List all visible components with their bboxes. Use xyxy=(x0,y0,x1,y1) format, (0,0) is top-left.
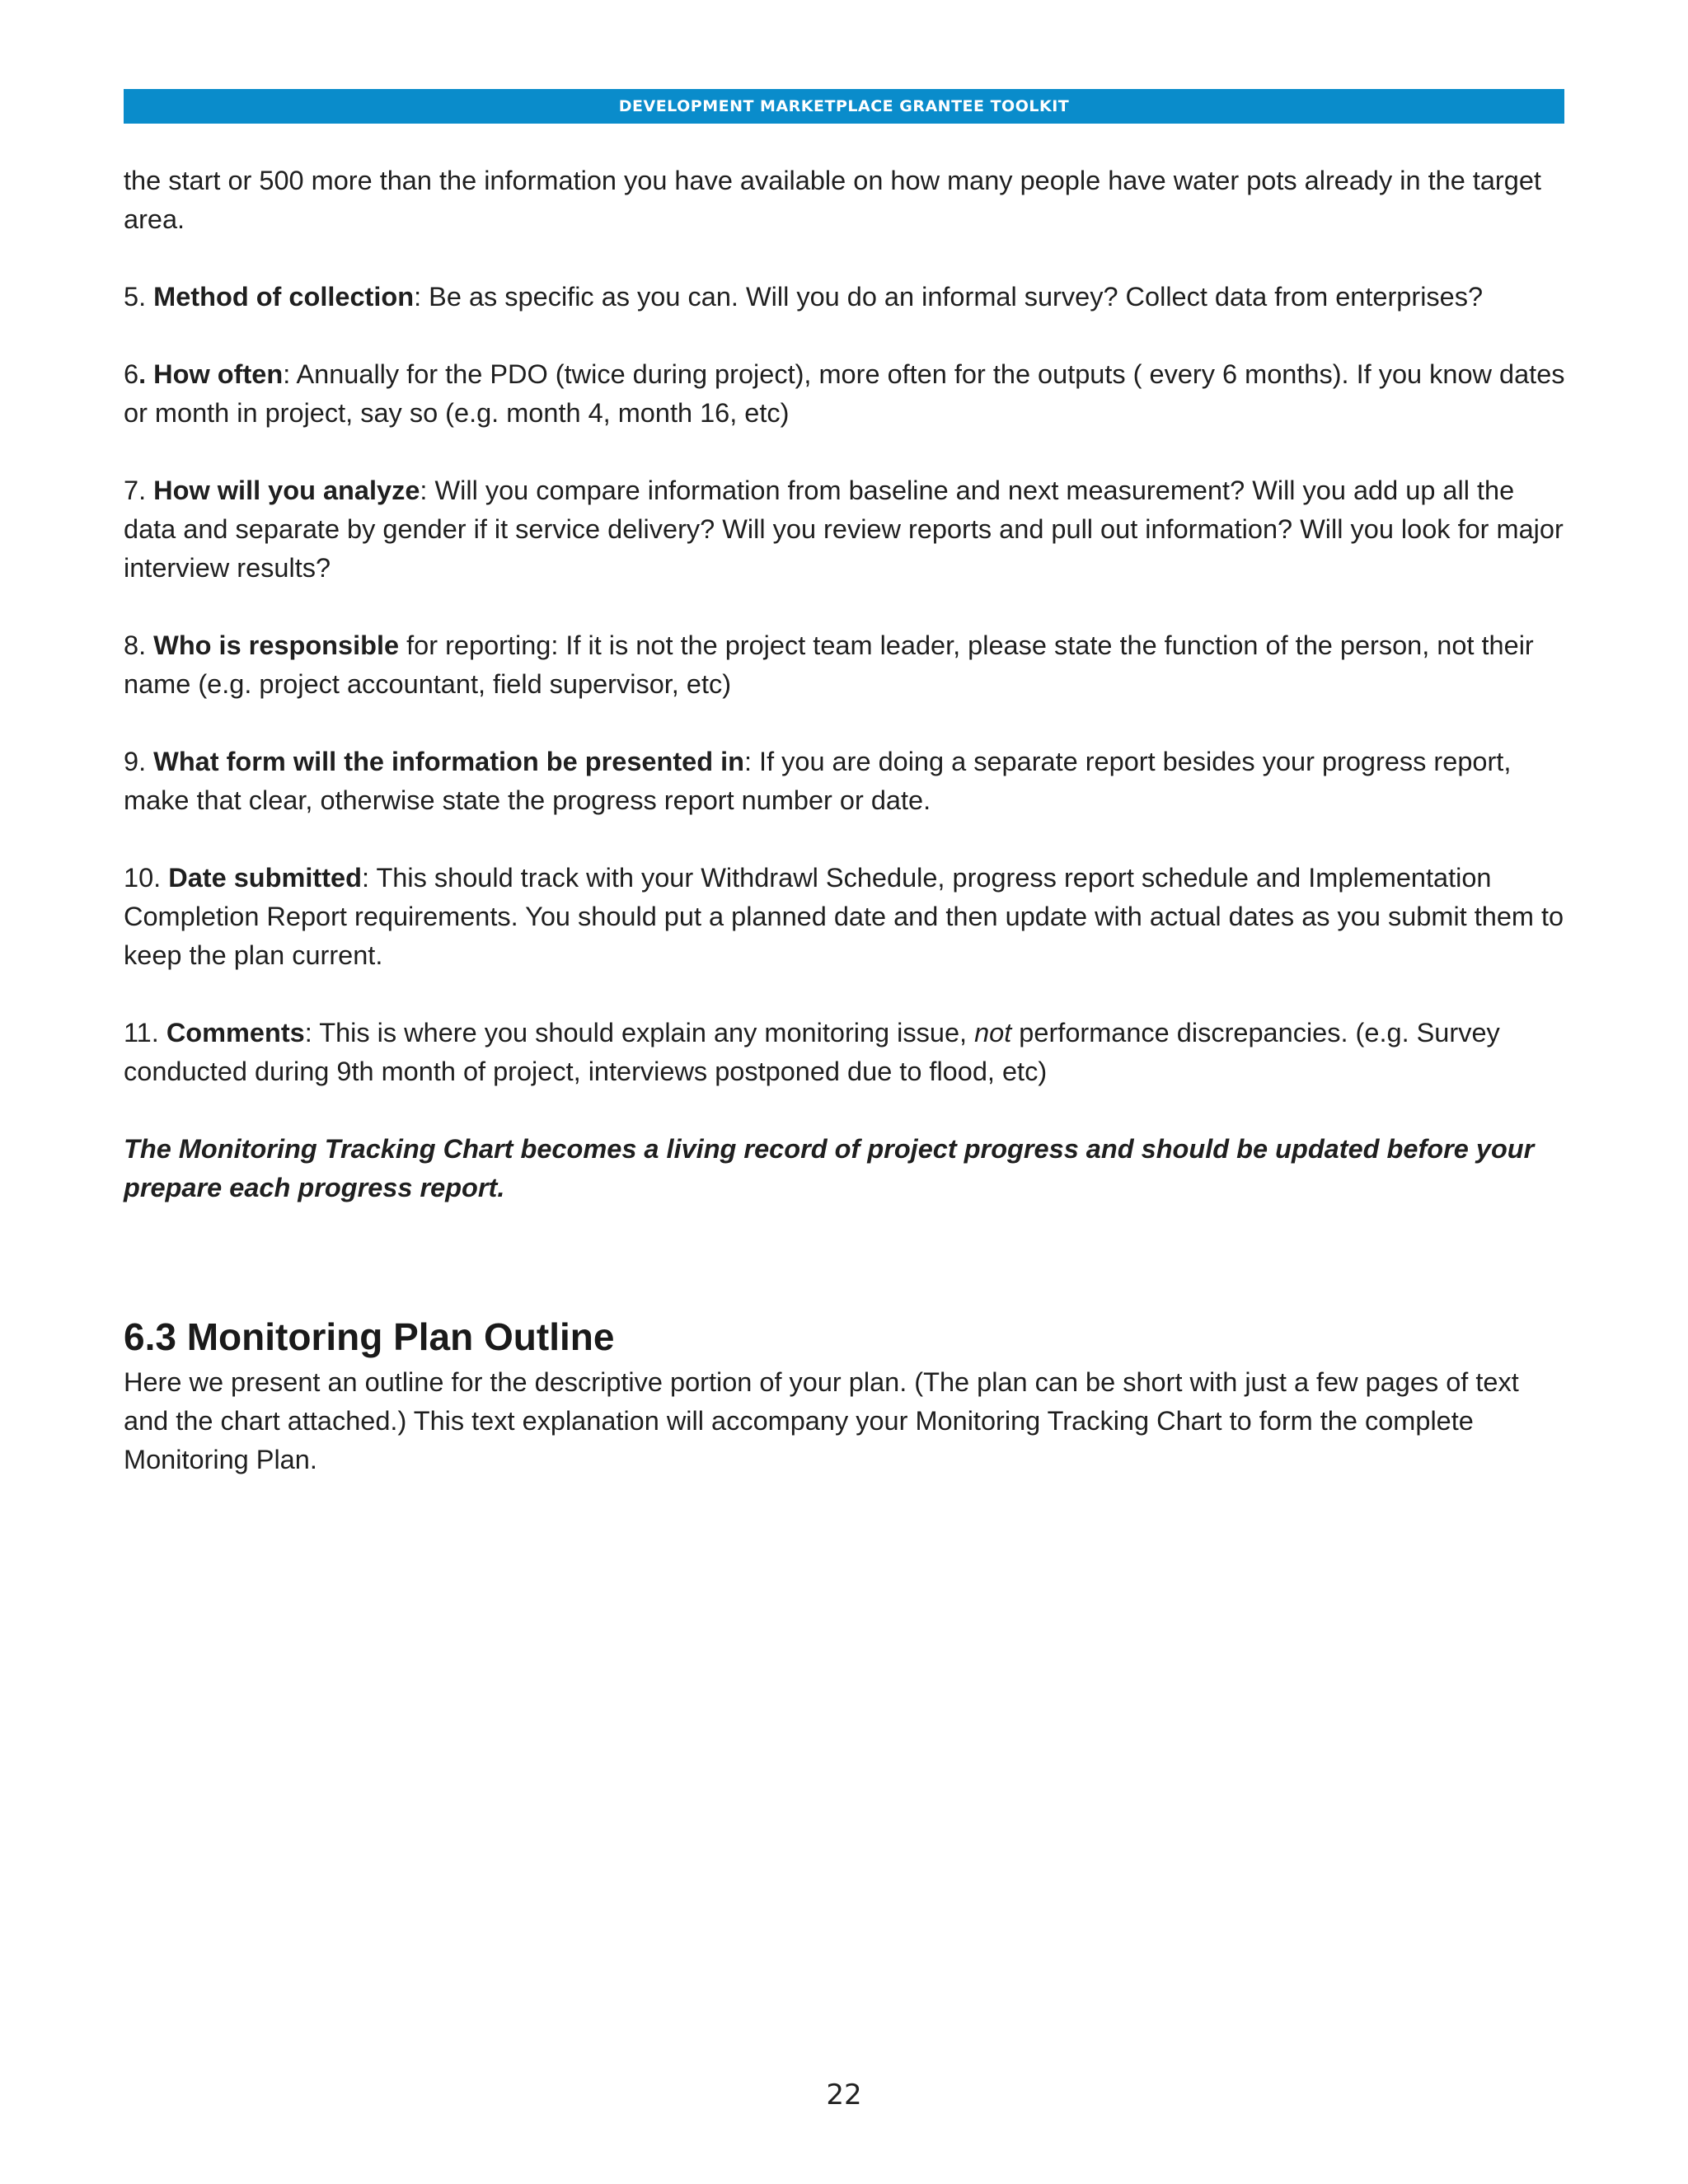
item-number: 5. xyxy=(124,282,147,312)
item-term: Date submitted xyxy=(168,863,362,893)
item-term: Comments xyxy=(166,1018,305,1047)
item-text: : This is where you should explain any monitoring issue, xyxy=(304,1018,975,1047)
item-number: 9. xyxy=(124,747,147,776)
item-text: : Annually for the PDO (twice during project), more often for the outputs ( every 6 months). If you know dates or month in project, say so (e.g. month 4, month 16, etc) xyxy=(124,359,1565,428)
header-title: DEVELOPMENT MARKETPLACE GRANTEE TOOLKIT xyxy=(618,97,1070,115)
item-number: 7. xyxy=(124,476,147,505)
item-number: 8. xyxy=(124,630,147,660)
item-term: . How often xyxy=(138,359,284,389)
item-emphasis: not xyxy=(974,1018,1012,1047)
item-number: 11. xyxy=(124,1018,159,1047)
list-item-date-submitted xyxy=(124,859,1566,975)
list-item-how-will-you-analyze xyxy=(124,471,1566,588)
list-item-comments xyxy=(124,1014,1566,1091)
list-item-presentation-form xyxy=(124,743,1566,820)
item-number: 6 xyxy=(124,359,139,389)
item-number: 10. xyxy=(124,863,162,893)
item-text: : If you are doing a separate report besides your progress report, make that clear, otherwise state the progress report number or date. xyxy=(124,747,1512,815)
list-item-method-of-collection xyxy=(124,278,1566,316)
item-term: Method of collection xyxy=(153,282,415,312)
section-title: 6.3 Monitoring Plan Outline xyxy=(124,1315,615,1358)
page-number: 22 xyxy=(826,2079,862,2111)
item-text: : This should track with your Withdrawl Schedule, progress report schedule and Implementation Completion Report requirements. You should put a planned date and then update with actual dates as you submit them to keep the plan current. xyxy=(124,863,1564,970)
list-item-how-often xyxy=(124,355,1566,433)
item-text: : Be as specific as you can. Will you do an informal survey? Collect data from enterprises? xyxy=(414,282,1484,312)
main-content xyxy=(124,162,1566,1207)
section-body: Here we present an outline for the descriptive portion of your plan. (The plan can be short with just a few pages of text and the chart attached.) This text explanation will accompany your Monitoring Tracking Chart to form the complete Monitoring Plan. xyxy=(124,1367,1519,1474)
list-item-who-is-responsible xyxy=(124,626,1566,704)
item-text: for reporting: If it is not the project team leader, please state the function of the person, not their name (e.g. project accountant, field supervisor, etc) xyxy=(124,630,1534,699)
item-term: Who is responsible xyxy=(153,630,400,660)
item-term: What form will the information be presented in xyxy=(153,747,744,776)
closing-note: The Monitoring Tracking Chart becomes a living record of project progress and should be updated before your prepare each progress report. xyxy=(124,1134,1535,1202)
header-bar xyxy=(124,89,1564,124)
intro-paragraph: the start or 500 more than the information you have available on how many people have water pots already in the target area. xyxy=(124,166,1541,234)
item-term: How will you analyze xyxy=(153,476,420,505)
item-text: : Will you compare information from baseline and next measurement? Will you add up all the data and separate by gender if it service delivery? Will you review reports and pull out information? Will you look for major interview results? xyxy=(124,476,1564,583)
item-text: performance discrepancies. (e.g. Survey conducted during 9th month of project, interviews postponed due to flood, etc) xyxy=(124,1018,1500,1086)
